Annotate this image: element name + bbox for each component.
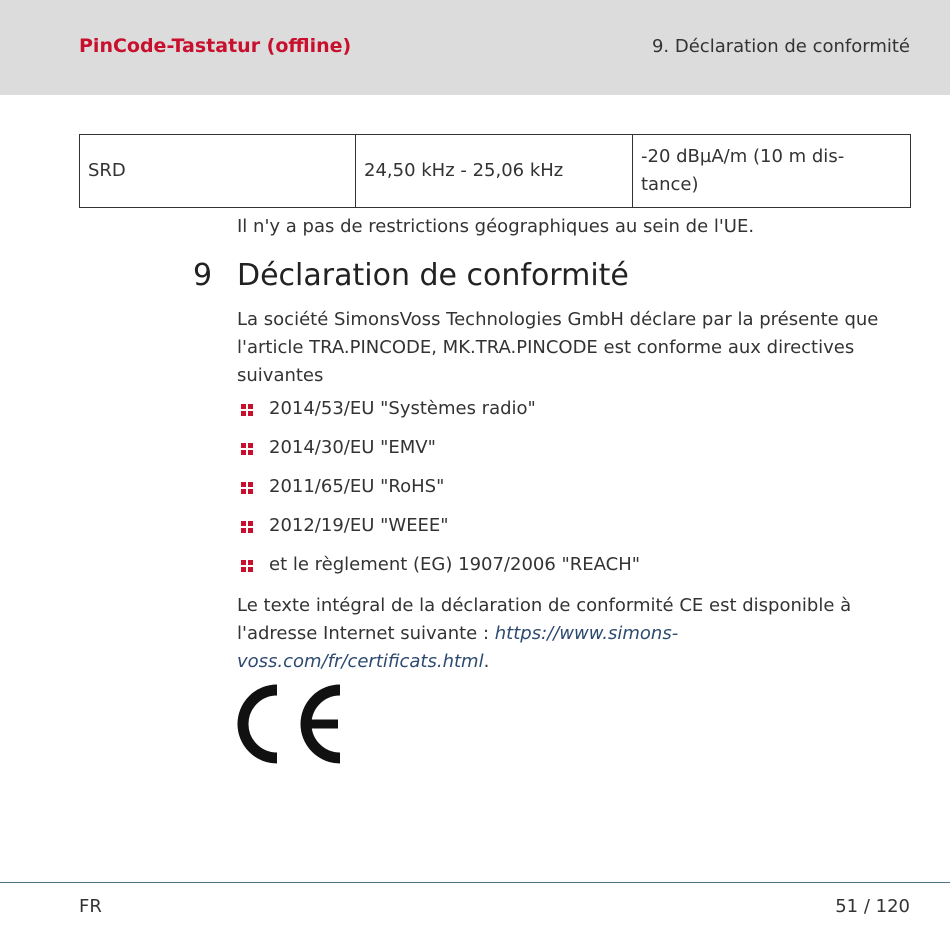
- bullet-icon: [241, 404, 254, 417]
- directive-text: 2014/53/EU "Systèmes radio": [269, 398, 536, 419]
- list-item: [241, 515, 640, 554]
- document-title: PinCode-Tastatur (offline): [79, 35, 352, 57]
- directive-text: 2011/65/EU "RoHS": [269, 476, 445, 497]
- geo-note: Il n'y a pas de restrictions géographiques au sein de l'UE.: [237, 216, 755, 237]
- spec-table: [79, 134, 911, 208]
- footer-divider: [0, 882, 950, 883]
- directive-text: et le règlement (EG) 1907/2006 "REACH": [269, 554, 641, 575]
- full-text-prefix: Le texte intégral de la déclaration de conformité CE est disponible à l'adresse Internet suivante :: [237, 595, 852, 644]
- section-title: 9. Déclaration de conformité: [651, 36, 910, 57]
- table-cell-frequency: 24,50 kHz - 25,06 kHz: [356, 135, 633, 208]
- directives-list: [241, 398, 640, 593]
- section-number: 9: [193, 258, 213, 293]
- table-row: [80, 135, 911, 208]
- full-text-paragraph: [237, 592, 887, 676]
- list-item: [241, 476, 640, 515]
- bullet-icon: [241, 560, 254, 573]
- list-item: [241, 554, 640, 593]
- bullet-icon: [241, 521, 254, 534]
- bullet-icon: [241, 482, 254, 495]
- section-heading: Déclaration de conformité: [237, 258, 629, 293]
- ce-mark-icon: [237, 684, 347, 764]
- intro-paragraph: La société SimonsVoss Technologies GmbH déclare par la présente que l'article TRA.PINCODE, MK.TRA.PINCODE est conforme aux directives suivantes: [237, 309, 879, 386]
- list-item: [241, 437, 640, 476]
- table-cell-type: SRD: [80, 135, 356, 208]
- bullet-icon: [241, 443, 254, 456]
- full-text-suffix: .: [483, 651, 490, 672]
- page-number: 51 / 120: [835, 896, 910, 917]
- certificates-link[interactable]: https://www.simons-voss.com/fr/certificats.html: [237, 623, 679, 672]
- page-header: [0, 0, 950, 95]
- list-item: [241, 398, 640, 437]
- footer-language: FR: [79, 896, 102, 917]
- directive-text: 2014/30/EU "EMV": [269, 437, 436, 458]
- directive-text: 2012/19/EU "WEEE": [269, 515, 449, 536]
- table-cell-power: -20 dBµA/m (10 m dis- tance): [633, 135, 911, 208]
